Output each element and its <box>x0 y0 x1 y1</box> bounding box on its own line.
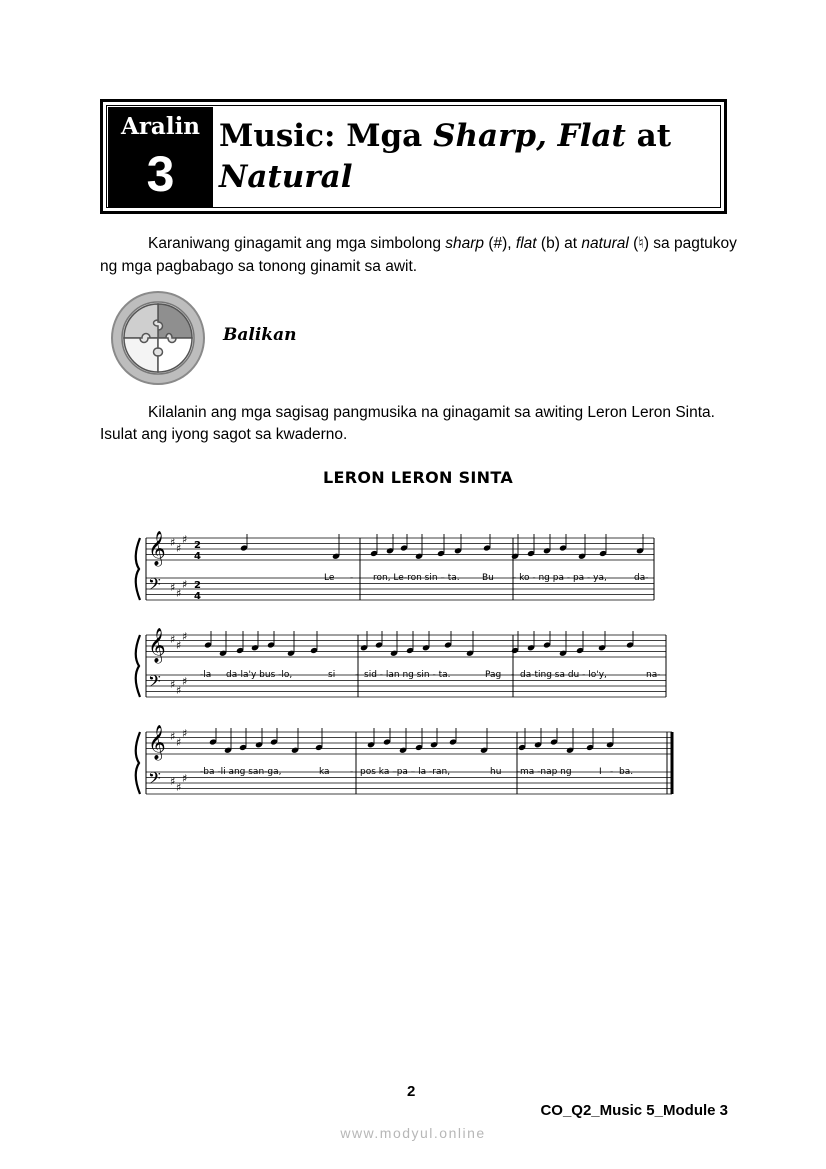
sharp-icon: ♯ <box>182 727 188 740</box>
lyric-syllable: ka <box>319 767 330 777</box>
lyric-syllable: sid - lan ng sin - ta. <box>364 670 451 680</box>
lyric-syllable: I <box>599 767 602 777</box>
music-score <box>128 525 688 815</box>
sharp-icon: ♯ <box>182 675 188 688</box>
lyric-syllable: ba. <box>619 767 634 777</box>
score-systems <box>136 531 672 794</box>
title-italic-2: Natural <box>219 159 353 195</box>
lyric-syllable: Pag <box>485 670 502 680</box>
sharp-icon: ♯ <box>170 775 176 788</box>
title-italic-1: Sharp, Flat <box>433 118 626 154</box>
sharp-icon: ♯ <box>170 730 176 743</box>
time-signature-top: 2 <box>194 540 201 551</box>
watermark: www.modyul.online <box>340 1125 486 1141</box>
sharp-icon: ♯ <box>176 736 182 749</box>
intro-text-1: Karaniwang ginagamit ang mga simbolong <box>148 235 446 252</box>
staff-system <box>136 531 654 602</box>
treble-clef-icon: 𝄞 <box>148 725 166 760</box>
intro-line-2: ng mga pagbabago sa tonong ginamit sa awit. <box>100 258 418 275</box>
brace <box>136 732 140 794</box>
intro-term-flat: flat <box>515 235 537 252</box>
song-title: LERON LERON SINTA <box>322 468 514 487</box>
lesson-number: 3 <box>146 146 175 202</box>
treble-clef-icon: 𝄞 <box>148 531 166 566</box>
title-prefix: Music: Mga <box>219 118 434 154</box>
lyric-syllable: pos ka –pa – la -ran, <box>360 767 451 777</box>
lyric-syllable: na- <box>646 670 661 680</box>
module-code: CO_Q2_Music 5_Module 3 <box>540 1102 728 1119</box>
intro-line-1 <box>148 232 737 256</box>
instruction-line-2: Isulat ang iyong sagot sa kwaderno. <box>100 426 348 443</box>
lyric-syllable: si <box>328 670 336 680</box>
sharp-icon: ♯ <box>182 630 188 643</box>
lyric-syllable: -ba -li ang san-ga, <box>200 767 282 777</box>
brace <box>136 635 140 697</box>
lyric-syllable: Bu <box>482 573 494 583</box>
lyric-syllable: da- <box>634 573 649 583</box>
bass-clef-icon: 𝄢 <box>148 671 161 695</box>
lyric-syllable: - <box>355 670 359 680</box>
instruction-line-1: Kilalanin ang mga sagisag pangmusika na ginagamit sa awiting Leron Leron Sinta. <box>148 404 715 421</box>
intro-text-3: (b) at <box>536 235 582 252</box>
time-signature-bottom: 4 <box>194 591 201 602</box>
sharp-icon: ♯ <box>182 578 188 591</box>
lesson-header <box>100 99 727 214</box>
lesson-number-box <box>108 107 213 208</box>
lyric-syllable: da-la'y bus -lo, <box>226 670 293 680</box>
lyric-syllable: -la <box>200 670 212 680</box>
puzzle-icon <box>110 290 206 386</box>
sharp-icon: ♯ <box>170 678 176 691</box>
lyric-syllable: - <box>350 767 354 777</box>
time-signature-top: 2 <box>194 580 201 591</box>
sharp-icon: ♯ <box>176 781 182 794</box>
sharp-icon: ♯ <box>182 772 188 785</box>
lesson-label: Aralin <box>120 113 201 140</box>
sharp-icon: ♯ <box>170 536 176 549</box>
staff-system <box>136 725 672 794</box>
lyric-syllable: - <box>610 767 614 777</box>
time-signature-bottom: 4 <box>194 551 201 562</box>
intro-text-2: (#), <box>484 235 516 252</box>
section-title: Balikan <box>223 325 297 345</box>
lesson-title <box>219 116 671 198</box>
intro-term-natural: natural <box>581 235 629 252</box>
sharp-icon: ♯ <box>176 684 182 697</box>
sharp-icon: ♯ <box>170 581 176 594</box>
lyric-syllable: ma -nap ng <box>520 767 572 777</box>
intro-text-4: (♮) sa pagtukoy <box>628 235 737 252</box>
page-number: 2 <box>407 1083 416 1100</box>
lyric-syllable: - <box>517 767 521 777</box>
lyric-syllable: da-ting sa du - lo'y, <box>520 670 607 680</box>
lyric-syllable: - <box>511 670 515 680</box>
lyric-syllable: ron, Le-ron sin – ta. <box>373 573 460 583</box>
staff-system <box>136 628 666 697</box>
treble-clef-icon: 𝄞 <box>148 628 166 663</box>
lyric-syllable: - <box>350 573 354 583</box>
intro-term-sharp: sharp <box>445 235 485 252</box>
sharp-icon: ♯ <box>182 533 188 546</box>
sharp-icon: ♯ <box>170 633 176 646</box>
brace <box>136 538 140 600</box>
sharp-icon: ♯ <box>176 587 182 600</box>
lyric-syllable: Le <box>324 573 335 583</box>
sharp-icon: ♯ <box>176 639 182 652</box>
bass-clef-icon: 𝄢 <box>148 574 161 598</box>
lyric-syllable: hu <box>490 767 502 777</box>
title-suffix: at <box>625 118 672 154</box>
lyric-syllable: - ko - ng pa - pa - ya, <box>513 573 607 583</box>
bass-clef-icon: 𝄢 <box>148 768 161 792</box>
sharp-icon: ♯ <box>176 542 182 555</box>
